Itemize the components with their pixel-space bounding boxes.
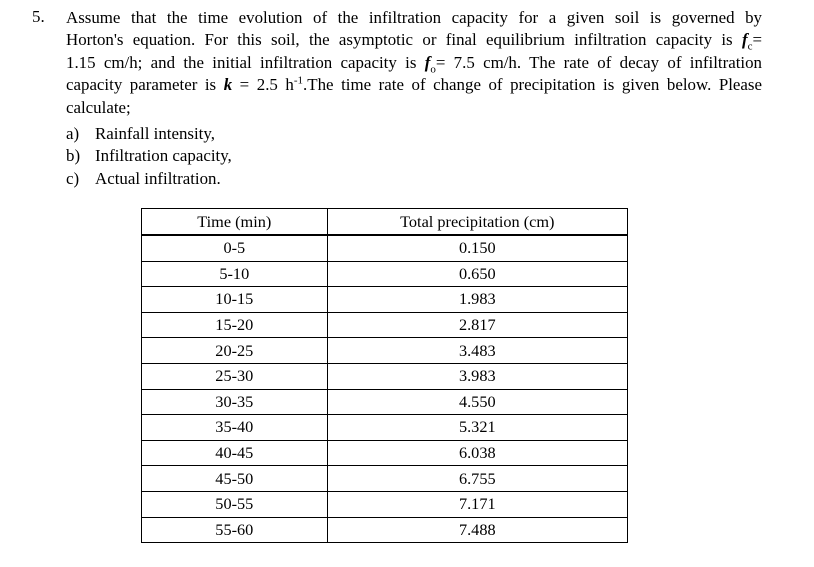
table-row — [142, 287, 628, 313]
question-line-3-end: = 7.5 cm/h. The rate of decay of infiltration — [435, 52, 762, 72]
question-line-2-var: f — [741, 30, 748, 50]
time-cell: 15-20 — [142, 312, 328, 338]
question-line-3 — [66, 52, 762, 74]
time-cell: 35-40 — [142, 415, 328, 441]
question-line-5: calculate; — [66, 97, 131, 117]
table-row — [142, 491, 628, 517]
precipitation-cell: 5.321 — [327, 415, 627, 441]
question-number: 5. — [32, 7, 45, 26]
question-line-4-mid: = 2.5 h — [232, 75, 294, 95]
precipitation-table — [141, 208, 628, 543]
task-marker: b) — [66, 146, 81, 166]
precipitation-cell: 1.983 — [327, 287, 627, 313]
time-cell: 55-60 — [142, 517, 328, 543]
table-row — [142, 363, 628, 389]
time-cell: 25-30 — [142, 363, 328, 389]
table-row — [142, 466, 628, 492]
question-line-4-var: k — [223, 75, 233, 95]
question-line-2-text: Horton's equation. For this soil, the asymptotic or final equilibrium infiltration capacity is f — [66, 30, 748, 50]
precipitation-cell: 3.983 — [327, 363, 627, 389]
question-paragraph — [66, 7, 762, 119]
task-list — [66, 123, 232, 190]
precipitation-cell: 7.171 — [327, 491, 627, 517]
table-row — [142, 235, 628, 261]
question-line-3-sub: o — [430, 63, 436, 76]
table-row — [142, 261, 628, 287]
time-cell: 50-55 — [142, 491, 328, 517]
time-cell: 40-45 — [142, 440, 328, 466]
precipitation-cell: 7.488 — [327, 517, 627, 543]
question-line-3-start: 1.15 cm/h; and the initial infiltration capacity is — [66, 52, 425, 72]
table-row — [142, 338, 628, 364]
task-marker: a) — [66, 124, 80, 143]
precipitation-cell: 0.150 — [327, 235, 627, 261]
precipitation-cell: 6.038 — [327, 440, 627, 466]
question-line-1: Assume that the time evolution of the infiltration capacity for a given soil is governed by — [66, 8, 762, 27]
question-line-3-var: f — [424, 52, 431, 72]
time-cell: 10-15 — [142, 287, 328, 313]
precipitation-cell: 6.755 — [327, 466, 627, 492]
time-cell: 0-5 — [142, 235, 328, 261]
task-text: Infiltration capacity, — [95, 146, 232, 166]
task-text: Rainfall intensity, — [95, 124, 215, 143]
question-line-4 — [66, 74, 762, 96]
precipitation-cell: 4.550 — [327, 389, 627, 415]
question-line-4-sup: -1 — [293, 74, 304, 87]
task-item-b — [66, 145, 232, 167]
table-row — [142, 312, 628, 338]
precipitation-cell: 3.483 — [327, 338, 627, 364]
time-cell: 20-25 — [142, 338, 328, 364]
table-row — [142, 440, 628, 466]
table-row — [142, 389, 628, 415]
task-item-a — [66, 123, 232, 145]
question-line-4-end: .The time rate of change of precipitation is given below. Please — [303, 75, 762, 95]
precipitation-cell: 2.817 — [327, 312, 627, 338]
time-cell: 30-35 — [142, 389, 328, 415]
table-row — [142, 415, 628, 441]
task-marker: c) — [66, 168, 80, 188]
time-cell: 5-10 — [142, 261, 328, 287]
question-line-2 — [66, 29, 762, 51]
table-body — [142, 235, 628, 543]
question-line-2-sub: c — [747, 40, 753, 53]
time-cell: 45-50 — [142, 466, 328, 492]
question-line-4-start: capacity parameter is — [66, 75, 224, 95]
table-header-row — [142, 209, 628, 236]
column-header-time: Time (min) — [142, 209, 328, 236]
task-item-c — [66, 168, 232, 190]
column-header-precipitation: Total precipitation (cm) — [327, 209, 627, 236]
task-text: Actual infiltration. — [95, 168, 221, 188]
question-line-2-end: = — [752, 30, 762, 50]
table-row — [142, 517, 628, 543]
precipitation-cell: 0.650 — [327, 261, 627, 287]
